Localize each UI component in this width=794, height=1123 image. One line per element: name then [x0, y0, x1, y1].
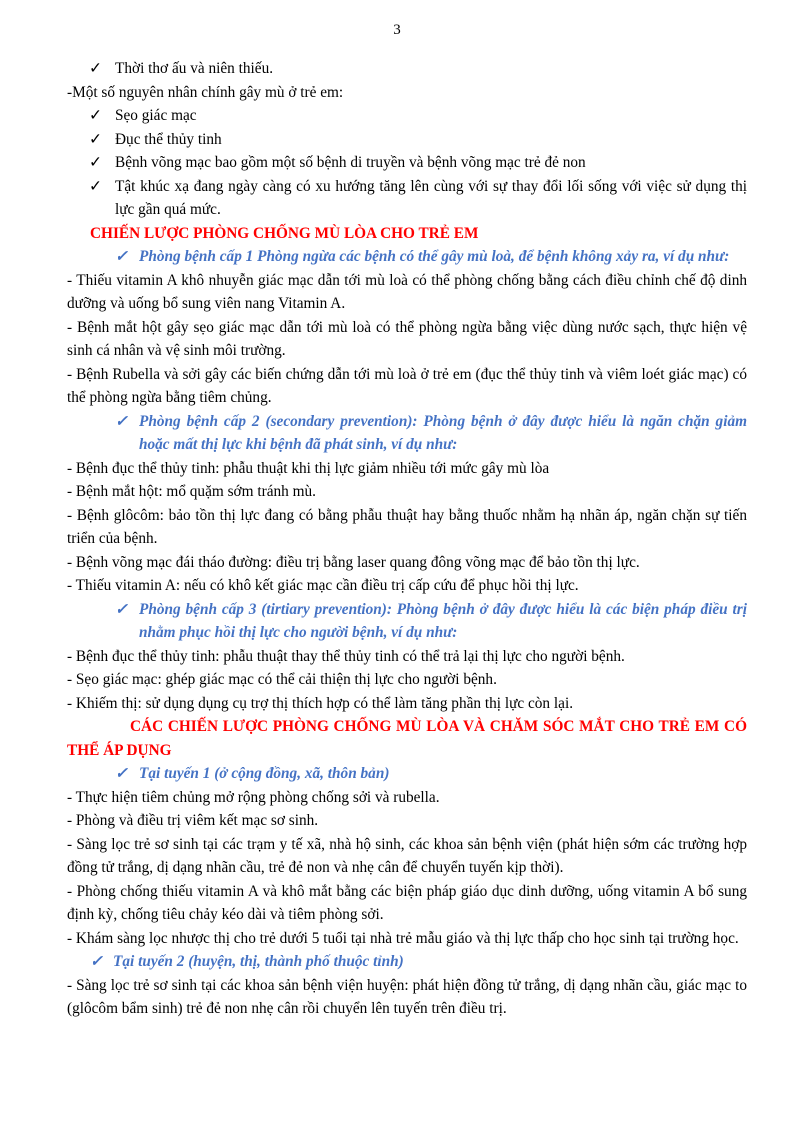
paragraph: - Sàng lọc trẻ sơ sinh tại các trạm y tế xã, nhà hộ sinh, các khoa sản bệnh viện (phát hiện sớm các trường hợp đồng tử trắng, dị dạng nhãn cầu, trẻ đẻ non và nhẹ cân để chuyển tuyến kịp thời). — [67, 835, 747, 876]
page-number: 3 — [393, 22, 401, 38]
subsection-heading — [67, 762, 747, 786]
list-item — [67, 57, 747, 81]
checkmark-icon: ✓ — [115, 600, 128, 618]
subsection-heading-text: Phòng bệnh cấp 1 Phòng ngừa các bệnh có thể gây mù loà, để bệnh không xảy ra, ví dụ như: — [139, 248, 730, 265]
list-item — [67, 175, 747, 222]
paragraph: - Bệnh Rubella và sởi gây các biến chứng dẫn tới mù loà ở trẻ em (đục thể thủy tinh và viêm loét giác mạc) có thể phòng ngừa bằng tiêm chủng. — [67, 365, 747, 406]
paragraph: - Phòng và điều trị viêm kết mạc sơ sinh. — [67, 812, 319, 829]
checkmark-icon: ✓ — [90, 953, 103, 970]
list-item — [67, 151, 747, 175]
paragraph: - Phòng chống thiếu vitamin A và khô mắt bằng các biện pháp giáo dục dinh dưỡng, uống vitamin A bổ sung định kỳ, chống tiêu chảy kéo dài và tiêm phòng sởi. — [67, 882, 747, 923]
list-item — [67, 128, 747, 152]
paragraph: - Thiếu vitamin A: nếu có khô kết giác mạc cần điều trị cấp cứu để phục hồi thị lực. — [67, 577, 579, 594]
checkmark-icon: ✓ — [89, 107, 102, 124]
list-item-text: Bệnh võng mạc bao gồm một số bệnh di truyền và bệnh võng mạc trẻ đẻ non — [115, 154, 586, 171]
subsection-heading-text: Tại tuyến 2 (huyện, thị, thành phố thuộc tỉnh) — [113, 953, 404, 970]
checkmark-icon: ✓ — [115, 765, 128, 782]
paragraph: - Thực hiện tiêm chủng mở rộng phòng chống sởi và rubella. — [67, 788, 440, 806]
subsection-heading-text: Phòng bệnh cấp 2 (secondary prevention): Phòng bệnh ở đây được hiểu là ngăn chặn giảm hoặc mất thị lực khi bệnh đã phát sinh, ví dụ như: — [139, 412, 747, 453]
list-item-text: Sẹo giác mạc — [115, 107, 197, 124]
paragraph: - Bệnh đục thể thủy tinh: phẫu thuật thay thể thủy tinh có thể trả lại thị lực cho người bệnh. — [67, 647, 625, 665]
list-item — [67, 104, 747, 128]
section-heading: CHIẾN LƯỢC PHÒNG CHỐNG MÙ LÒA CHO TRẺ EM — [90, 224, 479, 242]
subsection-heading — [67, 410, 747, 457]
list-item-text: Tật khúc xạ đang ngày càng có xu hướng tăng lên cùng với sự thay đổi lối sống với việc sử dụng thị lực gần quá mức. — [115, 177, 747, 218]
paragraph: - Thiếu vitamin A khô nhuyễn giác mạc dẫn tới mù loà có thể phòng chống bằng cách điều chỉnh chế độ dinh dưỡng và uống bổ sung viên nang Vitamin A. — [67, 271, 747, 312]
checkmark-icon: ✓ — [89, 177, 102, 195]
checkmark-icon: ✓ — [89, 130, 102, 148]
paragraph: - Bệnh đục thể thủy tinh: phẫu thuật khi thị lực giảm nhiều tới mức gây mù lòa — [67, 459, 550, 477]
paragraph: - Sẹo giác mạc: ghép giác mạc có thể cải thiện thị lực cho người bệnh. — [67, 671, 497, 688]
paragraph: -Một số nguyên nhân chính gây mù ở trẻ em: — [67, 83, 344, 101]
checkmark-icon: ✓ — [115, 248, 128, 265]
subsection-heading — [67, 598, 747, 645]
list-item-text: Đục thể thủy tinh — [115, 130, 222, 148]
subsection-heading-text: Tại tuyến 1 (ở cộng đồng, xã, thôn bản) — [139, 765, 390, 782]
document-body — [67, 57, 747, 1021]
paragraph: - Khám sàng lọc nhược thị cho trẻ dưới 5 tuổi tại nhà trẻ mẫu giáo và thị lực thấp cho học sinh tại trường học. — [67, 929, 739, 947]
paragraph: - Khiếm thị: sử dụng dụng cụ trợ thị thích hợp có thể làm tăng phần thị lực còn lại. — [67, 694, 574, 712]
paragraph: - Bệnh mắt hột: mổ quặm sớm tránh mù. — [67, 483, 316, 500]
section-heading: CÁC CHIẾN LƯỢC PHÒNG CHỐNG MÙ LÒA VÀ CHĂM SÓC MẮT CHO TRẺ EM CÓ THỂ ÁP DỤNG — [67, 718, 747, 759]
checkmark-icon: ✓ — [115, 412, 128, 430]
paragraph: - Bệnh mắt hột gây sẹo giác mạc dẫn tới mù loà có thể phòng ngừa bằng việc dùng nước sạch, thực hiện vệ sinh cá nhân và vệ sinh môi trường. — [67, 318, 747, 359]
subsection-heading-text: Phòng bệnh cấp 3 (tirtiary prevention): Phòng bệnh ở đây được hiểu là các biện pháp điều trị nhằm phục hồi thị lực cho người bệnh, ví dụ như: — [139, 600, 747, 641]
subsection-heading — [67, 245, 747, 269]
checkmark-icon: ✓ — [89, 154, 102, 171]
subsection-heading — [67, 950, 747, 974]
checkmark-icon: ✓ — [89, 60, 102, 77]
list-item-text: Thời thơ ấu và niên thiếu. — [115, 60, 274, 77]
paragraph: - Sàng lọc trẻ sơ sinh tại các khoa sản bệnh viện huyện: phát hiện đồng tử trắng, dị dạng nhãn cầu, giác mạc to (glôcôm bẩm sinh) trẻ đẻ non nhẹ cân rồi chuyển lên tuyến trên điều trị. — [67, 976, 747, 1017]
paragraph: - Bệnh glôcôm: bảo tồn thị lực đang có bằng phẫu thuật hay bằng thuốc nhằm hạ nhãn áp, ngăn chặn sự tiến triển của bệnh. — [67, 506, 747, 547]
paragraph: - Bệnh võng mạc đái tháo đường: điều trị bằng laser quang đông võng mạc để bảo tồn thị lực. — [67, 553, 640, 571]
